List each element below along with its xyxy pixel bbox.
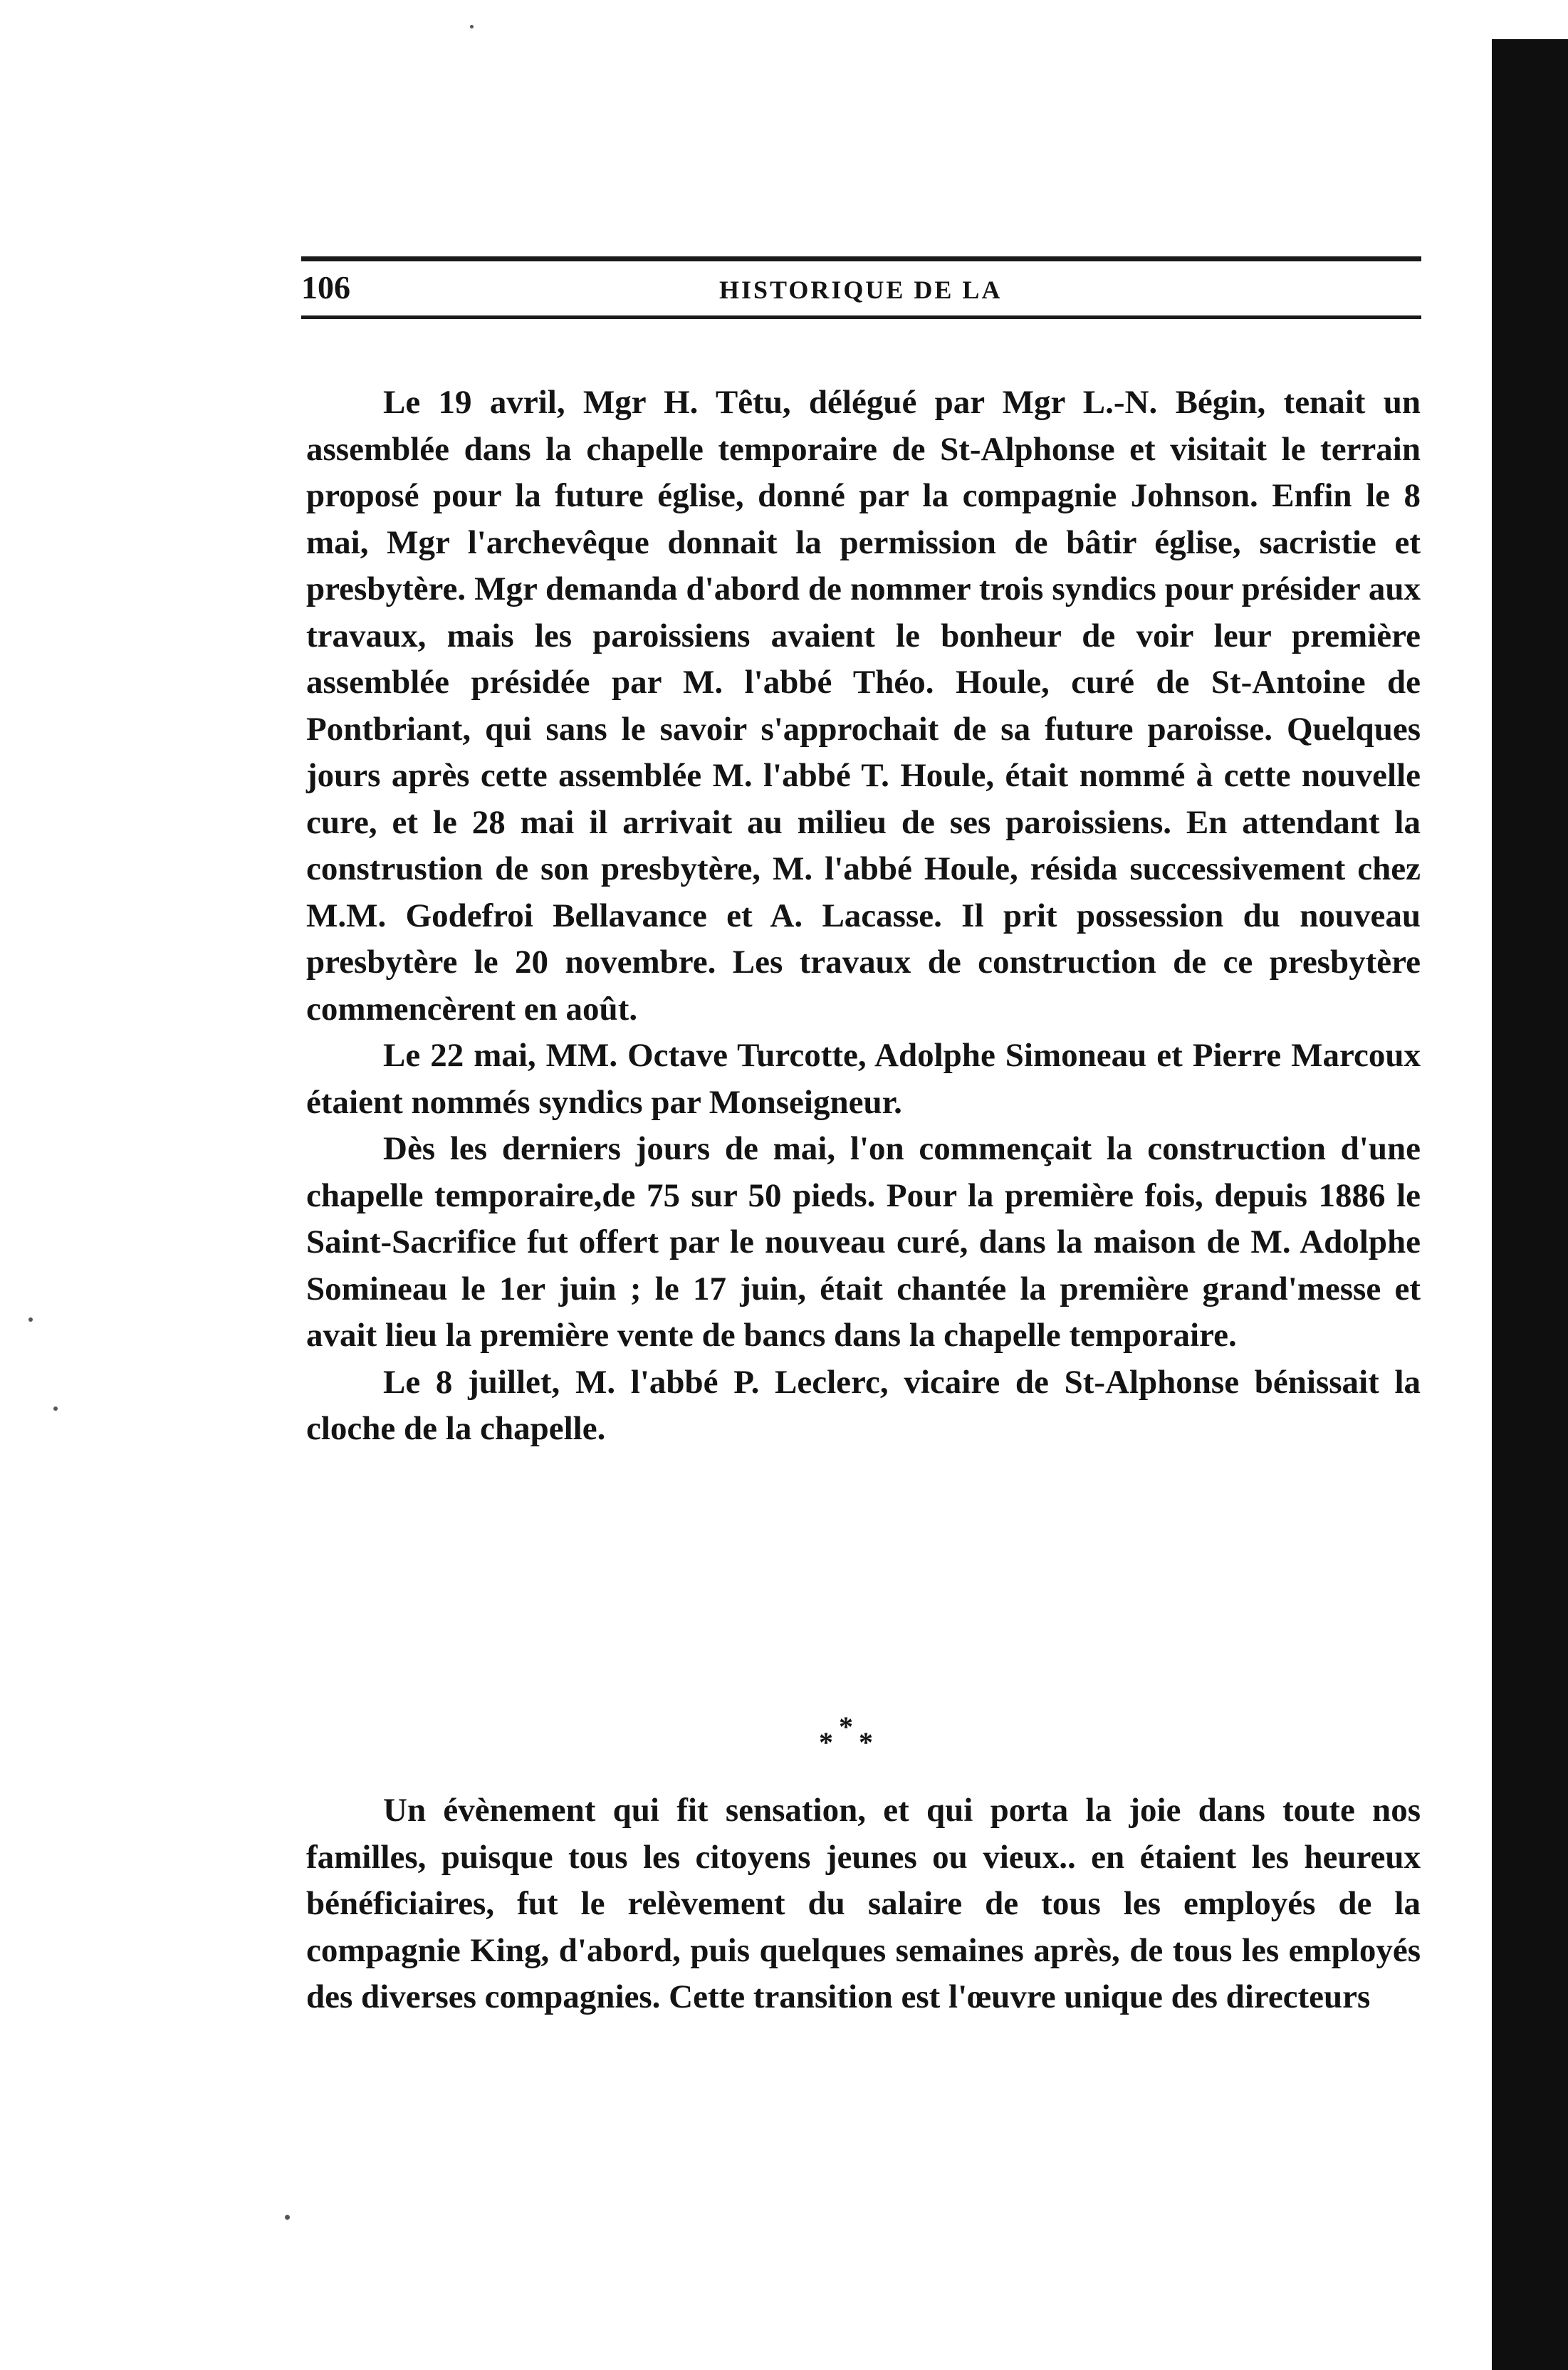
header-rule-bottom	[301, 315, 1421, 319]
scan-speck	[470, 25, 474, 28]
section-break-asterisms	[819, 1713, 904, 1763]
asterisk: *	[839, 1711, 853, 1743]
running-title: HISTORIQUE DE LA	[719, 276, 1003, 304]
scan-speck	[28, 1317, 33, 1322]
scan-speck	[53, 1406, 58, 1411]
scan-speck	[285, 2215, 290, 2220]
continued-text	[306, 1787, 1421, 2021]
paragraph: Le 19 avril, Mgr H. Têtu, délégué par Mgr L.-N. Bégin, tenait un assemblée dans la chapelle temporaire de St-Alphonse et visitait le terrain proposé pour la future église, donné par la compagnie Johnson. Enfin le 8 mai, Mgr l'archevêque donnait la permission de bâtir église, sacristie et presbytère. Mgr demanda d'abord de nommer trois syndics pour présider aux travaux, mais les paroissiens avaient le bonheur de voir leur première assemblée présidée par M. l'abbé Théo. Houle, curé de St-Antoine de Pontbriant, qui sans le savoir s'approchait de sa future paroisse. Quelques jours après cette assemblée M. l'abbé T. Houle, était nommé à cette nouvelle cure, et le 28 mai il arrivait au milieu de ses paroissiens. En attendant la construstion de son presbytère, M. l'abbé Houle, résida successivement chez M.M. Godefroi Bellavance et A. Lacasse. Il prit possession du nouveau presbytère le 20 novembre. Les travaux de construction de ce presbytère commencèrent en août.	[306, 384, 1421, 1028]
asterisk: *	[819, 1726, 833, 1758]
paragraph: Le 22 mai, MM. Octave Turcotte, Adolphe Simoneau et Pierre Marcoux étaient nommés syndics par Monseigneur.	[306, 1037, 1421, 1121]
page-number: 106	[301, 269, 350, 306]
paragraph: Dès les derniers jours de mai, l'on commençait la construction d'une chapelle temporaire,de 75 sur 50 pieds. Pour la première fois, depuis 1886 le Saint-Sacrifice fut offert par le nouveau curé, dans la maison de M. Adolphe Somineau le 1er juin ; le 17 juin, était chantée la première grand'messe et avait lieu la première vente de bancs dans la chapelle temporaire.	[306, 1130, 1421, 1354]
paragraph: Un évènement qui fit sensation, et qui porta la joie dans toute nos familles, puisque tous les citoyens jeunes ou vieux.. en étaient les heureux bénéficiaires, fut le relèvement du salaire de tous les employés de la compagnie King, d'abord, puis quelques semaines après, de tous les employés des diverses compagnies. Cette transition est l'œuvre unique des directeurs	[306, 1792, 1421, 2015]
asterisk: *	[859, 1726, 873, 1758]
page-edge-shadow	[1492, 39, 1568, 2370]
header-rule-top	[301, 256, 1421, 261]
main-text	[306, 380, 1421, 1453]
paragraph: Le 8 juillet, M. l'abbé P. Leclerc, vicaire de St-Alphonse bénissait la cloche de la chapelle.	[306, 1363, 1421, 1447]
